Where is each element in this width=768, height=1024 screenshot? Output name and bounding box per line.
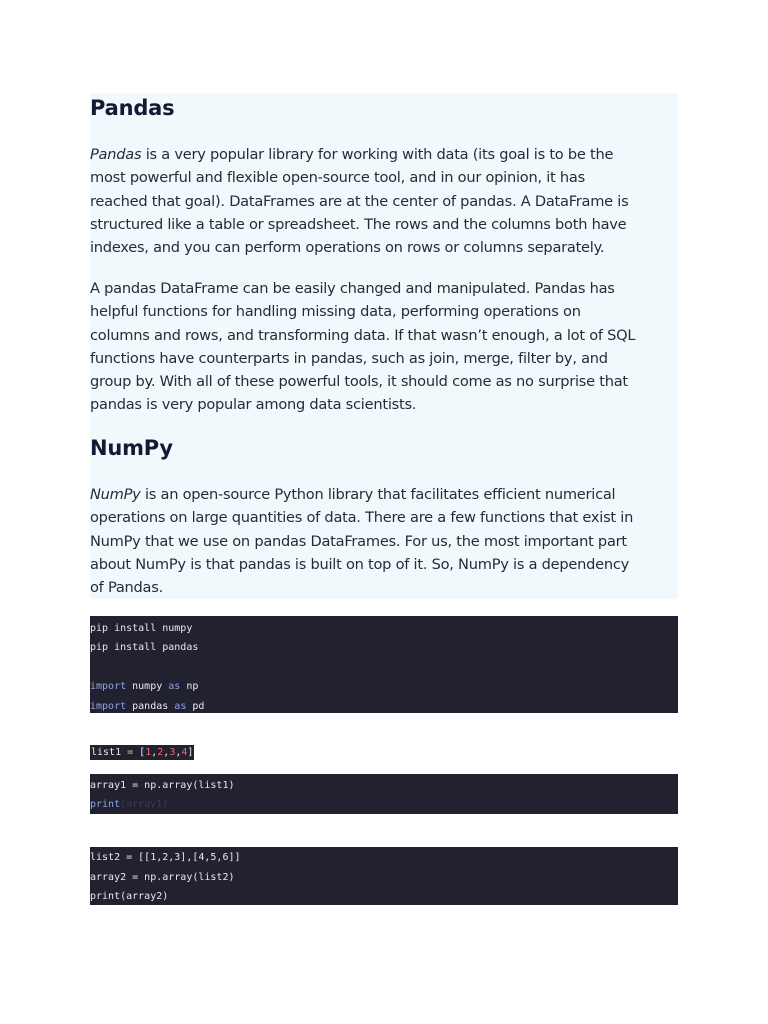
code-line [90,797,168,813]
code-token: ] [187,747,194,758]
numpy-emphasis: NumPy [90,486,141,503]
code-block-array2 [90,847,678,905]
pandas-paragraph-1 [90,143,676,259]
paragraph-line [90,143,676,166]
code-token: , [163,747,170,758]
code-token: np [180,681,199,692]
paragraph-line: of Pandas. [90,579,163,597]
code-block-install-import [90,616,678,713]
code-line: array1 = np.array(list1) [90,780,235,791]
code-block-array1 [90,774,678,814]
code-number: 3 [169,747,176,758]
paragraph-line: A pandas DataFrame can be easily changed and manipulated. Pandas has [90,280,615,297]
code-line: list2 = [[1,2,3],[4,5,6]] [90,852,241,863]
paragraph-line: operations on large quantities of data. There are a few functions that exist in [90,509,634,527]
keyword-print: print [90,799,121,810]
paragraph-line: group by. With all of these powerful tools, it should come as no surprise that [90,373,628,391]
code-token: pandas [126,701,175,712]
code-token: pd [186,701,205,712]
code-line: pip install pandas [90,642,199,653]
code-token: list1 [91,747,128,758]
keyword-import: import [90,681,127,692]
code-number: 4 [181,747,188,758]
paragraph-line-text: is an open-source Python library that facilitates efficient numerical [140,486,616,503]
paragraph-line: helpful functions for handling missing data, performing operations on [90,303,581,321]
paragraph-line: indexes, and you can perform operations on rows or columns separately. [90,239,605,257]
article-section [90,93,678,599]
numpy-paragraph [90,483,676,599]
code-line: print(array2) [90,891,169,902]
code-number: 1 [145,747,152,758]
code-line: pip install numpy [90,623,193,634]
code-inline-list1 [90,745,194,760]
code-line: array2 = np.array(list2) [90,872,235,883]
code-token: [ [133,747,146,758]
code-number: 2 [157,747,164,758]
code-token: , [175,747,182,758]
paragraph-line: columns and rows, and transforming data. If that wasn’t enough, a lot of SQL [90,326,636,344]
paragraph-line: pandas is very popular among data scientists. [90,396,417,414]
keyword-import: import [90,701,127,712]
paragraph-line: reached that goal). DataFrames are at the center of pandas. A DataFrame is [90,192,629,210]
paragraph-line: most powerful and flexible open-source tool, and in our opinion, it has [90,169,585,187]
paragraph-line-text: is a very popular library for working with data (its goal is to be the [141,146,614,163]
keyword-as: as [168,681,181,692]
code-operator: = [127,747,134,758]
paragraph-line [90,483,676,506]
keyword-as: as [174,701,187,712]
paragraph-line: NumPy that we use on pandas DataFrames. For us, the most important part [90,532,627,550]
pandas-paragraph-2 [90,277,676,417]
code-line [90,679,198,695]
paragraph-line: about NumPy is that pandas is built on top of it. So, NumPy is a dependency [90,555,630,573]
paragraph-line: structured like a table or spreadsheet. The rows and the columns both have [90,215,627,233]
pandas-emphasis: Pandas [90,146,142,163]
code-token: numpy [126,681,169,692]
paragraph-line: functions have counterparts in pandas, such as join, merge, filter by, and [90,349,608,367]
code-line [90,699,204,713]
pandas-heading: Pandas [90,96,175,120]
code-token: (array1) [120,799,169,810]
code-token: , [151,747,158,758]
numpy-heading: NumPy [90,436,173,460]
